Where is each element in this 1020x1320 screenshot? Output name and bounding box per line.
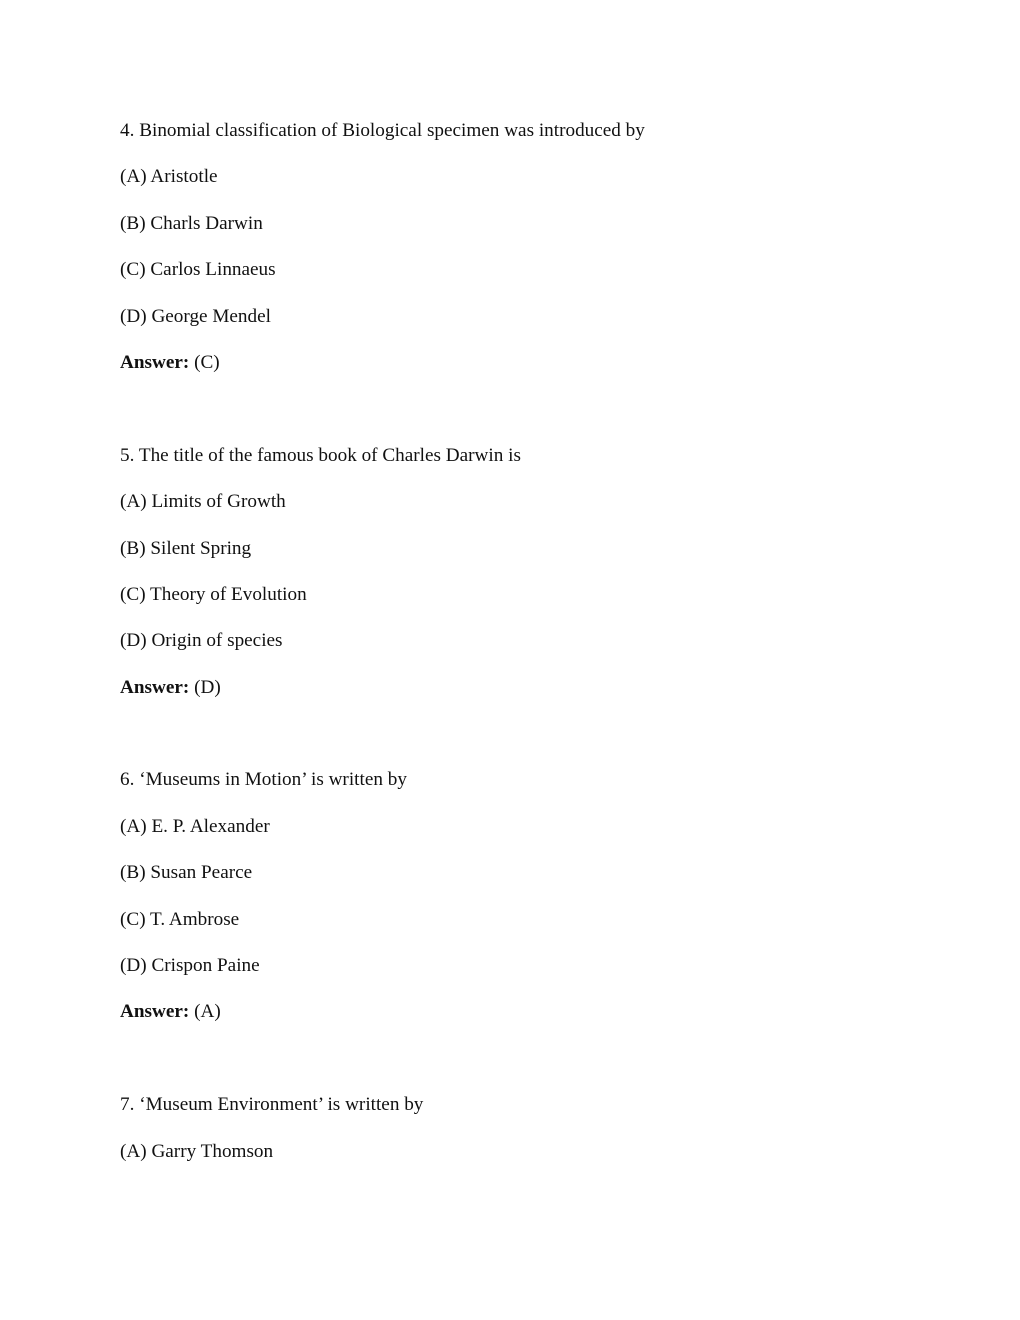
- option-b: [120, 537, 940, 583]
- option-d: [120, 954, 940, 1000]
- option-text: Origin of species: [151, 630, 283, 652]
- answer-line: [120, 1000, 940, 1046]
- option-label: (A): [120, 1140, 147, 1162]
- option-label: (D): [120, 955, 147, 977]
- answer-value: (A): [194, 1001, 221, 1023]
- question-stem: [120, 119, 940, 165]
- answer-line: [120, 351, 940, 397]
- option-d: [120, 629, 940, 675]
- option-b: [120, 212, 940, 258]
- question-text: ‘Museum Environment’ is written by: [139, 1094, 424, 1116]
- question-text: Binomial classification of Biological specimen was introduced by: [139, 120, 645, 141]
- option-label: (B): [120, 212, 146, 234]
- option-a: [120, 1140, 940, 1186]
- question-number: 5.: [120, 444, 135, 466]
- option-text: E. P. Alexander: [151, 815, 270, 837]
- option-text: George Mendel: [151, 305, 271, 327]
- answer-line: [120, 676, 940, 722]
- question-5: [120, 444, 940, 722]
- option-text: Theory of Evolution: [150, 583, 307, 605]
- option-label: (C): [120, 908, 146, 930]
- answer-label: Answer:: [120, 1001, 190, 1023]
- question-text: ‘Museums in Motion’ is written by: [139, 769, 407, 791]
- option-text: Silent Spring: [150, 537, 252, 559]
- option-text: T. Ambrose: [150, 908, 240, 930]
- question-stem: [120, 768, 940, 814]
- option-b: [120, 861, 940, 907]
- option-text: Limits of Growth: [151, 491, 286, 513]
- question-stem: [120, 444, 940, 490]
- option-text: Aristotle: [150, 166, 218, 188]
- answer-value: (D): [194, 676, 221, 698]
- option-text: Susan Pearce: [150, 862, 253, 884]
- option-label: (A): [120, 815, 147, 837]
- question-7: [120, 1093, 940, 1186]
- option-c: [120, 258, 940, 304]
- question-number: 4.: [120, 120, 135, 141]
- option-d: [120, 305, 940, 351]
- document-page: [120, 119, 940, 1232]
- option-c: [120, 908, 940, 954]
- option-label: (A): [120, 491, 147, 513]
- answer-label: Answer:: [120, 676, 190, 698]
- option-label: (C): [120, 259, 146, 281]
- question-stem: [120, 1093, 940, 1139]
- answer-value: (C): [194, 351, 220, 373]
- question-number: 6.: [120, 769, 135, 791]
- option-a: [120, 165, 940, 211]
- option-a: [120, 490, 940, 536]
- option-label: (A): [120, 166, 147, 188]
- answer-label: Answer:: [120, 351, 190, 373]
- option-label: (D): [120, 305, 147, 327]
- option-label: (D): [120, 630, 147, 652]
- option-label: (C): [120, 583, 146, 605]
- option-text: Carlos Linnaeus: [150, 259, 276, 281]
- option-label: (B): [120, 862, 146, 884]
- option-text: Crispon Paine: [151, 955, 260, 977]
- option-a: [120, 815, 940, 861]
- question-number: 7.: [120, 1094, 135, 1116]
- option-c: [120, 583, 940, 629]
- option-label: (B): [120, 537, 146, 559]
- question-4: [120, 119, 940, 397]
- question-6: [120, 768, 940, 1046]
- option-text: Garry Thomson: [151, 1140, 274, 1162]
- option-text: Charls Darwin: [150, 212, 263, 234]
- question-text: The title of the famous book of Charles Darwin is: [138, 444, 521, 466]
